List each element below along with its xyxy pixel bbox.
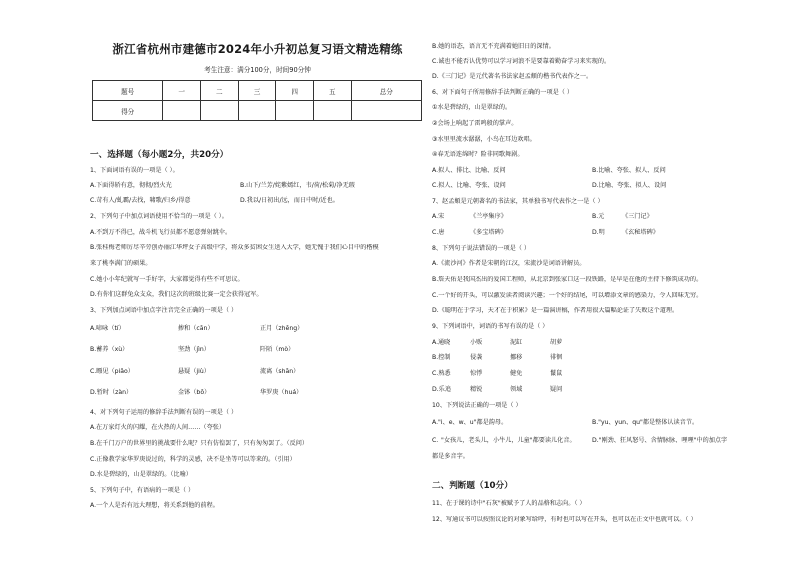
option-text: D.我以/日初出/远，而日中时/近也。 bbox=[240, 197, 339, 204]
option-text: C.拟人、比喻、夸张、设问 bbox=[432, 182, 506, 189]
option-text: C. bbox=[432, 437, 439, 444]
question-text: 2、下列句子中加点词语使用不恰当的一项是（ ）。 bbox=[90, 213, 228, 220]
option-text: A.一个人是否有远大理想，将关系到他的前程。 bbox=[90, 502, 219, 509]
option-text: 掺和（cān） bbox=[178, 325, 214, 332]
option-text: 流离（shān） bbox=[260, 368, 300, 375]
question-text: 7、赵孟頫是元朝著名的书法家，其单独书写代表作之一是（ ） bbox=[432, 198, 604, 205]
option-text: 《玄秘塔碑》 bbox=[622, 229, 659, 236]
question-text: 8、下列句子说法错误的一项是（ ） bbox=[432, 245, 530, 252]
question-text: 11、在于课的诗中"石灰"被赋予了人的品格和志向。（ ） bbox=[432, 500, 586, 507]
option-text: B.她的语态，语言无不充满着她旧日的深情。 bbox=[432, 43, 555, 50]
score-header-cell: 三 bbox=[238, 81, 276, 101]
option-text: A.下面得轿有意，彻彻/烈火光 bbox=[90, 182, 172, 189]
section-heading-judgement: 二、判断题（10分） bbox=[432, 481, 513, 491]
option-text: 徘徊 bbox=[550, 354, 563, 361]
sentence-text: ④春无语连绵时？险非同歌舞剧。 bbox=[432, 151, 524, 158]
question-text: 1、下面词语有误的一项是（ ）。 bbox=[90, 167, 179, 174]
option-text: D.暂时（zàn） bbox=[90, 389, 133, 396]
option-text: 健免 bbox=[510, 370, 523, 377]
sentence-text: ①水是碧绿的，山是翠绿的。 bbox=[432, 104, 512, 111]
option-text: "女孩儿，老头儿，小牛儿，儿童"都要读儿化音。 bbox=[441, 437, 576, 444]
option-text: C.唐 bbox=[432, 229, 445, 236]
option-text: D."刚劲、狂风怒号、含情脉脉、哩哩"中的加点字 bbox=[592, 437, 728, 444]
option-text: 来了桃李满门的硕果。 bbox=[90, 260, 152, 267]
option-text: B.山下/兰芳/姹紫嫣红，韦/荷/松菊/净无瑕 bbox=[240, 182, 355, 189]
option-text: A.《流沙河》作者是宋朝的江汉，宋流沙是词语讲解员。 bbox=[432, 260, 586, 267]
option-text: D.《三门记》是元代著名书法家赵孟頫的楷书代表作之一。 bbox=[432, 73, 593, 80]
option-text: 泥缸 bbox=[510, 339, 523, 346]
option-text: C.一个好的开头，可以激发读者阅读兴趣；一个好的结尾，可以增添文章的感染力，令人回味无穷。 bbox=[432, 292, 703, 299]
option-text: A."i、e、w、u"都是韵母。 bbox=[432, 419, 508, 426]
option-text: 正月（zhēng） bbox=[260, 325, 304, 332]
option-text: 坚劲（jìn） bbox=[178, 346, 210, 353]
option-text: C.她小小年纪就写一手好字，大家都觉得有些不可思议。 bbox=[90, 276, 244, 283]
option-text: A.通晓 bbox=[432, 339, 451, 346]
score-table bbox=[92, 80, 422, 121]
option-text: D.《聪明在于学习，天才在于积累》是一篇演讲稿，作者用很大篇幅论证了失败这个道理。 bbox=[432, 307, 679, 314]
section-heading-choice: 一、选择题（每小题2分，共20分） bbox=[90, 150, 229, 160]
exam-notice: 考生注意：满分100分，时间90分钟 bbox=[204, 66, 311, 74]
score-header-cell: 题号 bbox=[93, 81, 163, 101]
score-cell[interactable] bbox=[163, 101, 201, 121]
option-text: B."yu、yun、qu"都是整体认读音节。 bbox=[592, 419, 699, 426]
option-text: 金钵（bō） bbox=[178, 389, 211, 396]
option-text: C.正像教学家华罗庚说过的，科学的灵感，决不是坐等可以等来的。（引用） bbox=[90, 456, 296, 463]
option-text: 《多宝塔碑》 bbox=[470, 229, 507, 236]
question-text: 5、下列句子中，有语病的一项是（ ） bbox=[90, 487, 195, 494]
option-text: D.水是碧绿的，山是翠绿的。（比喻） bbox=[90, 471, 192, 478]
option-text: C.苛有人/虬霸/去找，啸歌/归乡/得意 bbox=[90, 197, 191, 204]
score-header-cell: 二 bbox=[201, 81, 239, 101]
option-text: C.熟悉 bbox=[432, 370, 451, 377]
option-text: 惊悸 bbox=[470, 370, 483, 377]
option-text: A.啼咏（tí） bbox=[90, 325, 125, 332]
score-header-cell: 四 bbox=[276, 81, 314, 101]
option-text: 阡陌（mò） bbox=[260, 346, 295, 353]
option-text: B.比喻、夸张、拟人、反问 bbox=[592, 167, 666, 174]
option-text: 疑问 bbox=[550, 386, 563, 393]
option-text: 悬疑（jiù） bbox=[178, 368, 210, 375]
score-header-cell: 总分 bbox=[351, 81, 421, 101]
option-text: B.元 bbox=[592, 213, 605, 220]
option-text: 都是多音字。 bbox=[432, 453, 469, 460]
question-text: 12、写通议书可以按照议论的对象写给呼，有时也可以写在开头，也可以在正文中也就可以。（ ） bbox=[432, 516, 697, 523]
option-text: D.乐追 bbox=[432, 386, 451, 393]
score-cell[interactable] bbox=[238, 101, 276, 121]
score-header-cell: 一 bbox=[163, 81, 201, 101]
option-text: 《三门记》 bbox=[622, 213, 653, 220]
sentence-text: ③水里里流水潺潺，小鸟在耳边欢唱。 bbox=[432, 136, 536, 143]
score-row-label: 得分 bbox=[93, 101, 163, 121]
option-text: C.诚也不能否认优势可以学习词浪不是要靠着勤奋学习来实现的。 bbox=[432, 58, 611, 65]
option-text: 领域 bbox=[510, 386, 523, 393]
score-header-cell: 五 bbox=[313, 81, 351, 101]
question-text: 10、下列说法正确的一项是（ ） bbox=[432, 402, 522, 409]
option-text: 挪移 bbox=[510, 354, 523, 361]
option-text: 精锐 bbox=[470, 386, 483, 393]
option-text: C.瞟见（piǎo） bbox=[90, 368, 134, 375]
option-text: D.比喻、夸张、拟人、设问 bbox=[592, 182, 667, 189]
option-text: 华罗庚（huá） bbox=[260, 389, 303, 396]
question-text: 3、下列加点词语中加点字注音完全正确的一项是（ ） bbox=[90, 307, 238, 314]
option-text: A.不到万不得已，战斗机飞行员都不愿意弹射跳伞。 bbox=[90, 229, 232, 236]
score-cell[interactable] bbox=[351, 101, 421, 121]
option-text: B.蓄养（xù） bbox=[90, 346, 129, 353]
score-table-header-row bbox=[93, 81, 422, 101]
sentence-text: ②会场上响起了雷鸣般的掌声。 bbox=[432, 120, 518, 127]
option-text: A.拟人、排比、比喻、反问 bbox=[432, 167, 506, 174]
option-text: D.明 bbox=[592, 229, 605, 236]
option-text: B.张桂梅老师厉尽辛劳创办丽江华坪女子高级中学，将众多贫困女生送入大学，她无愧于我们心目中的楷模 bbox=[90, 244, 379, 251]
option-text: B.在千门万户的世界里的挑战要什么呢？只有仿徨罢了，只有匆匆罢了。（反问） bbox=[90, 440, 309, 447]
option-text: 胡萝 bbox=[550, 339, 563, 346]
question-text: 6、对下面句子所用修辞手法判断正确的一项是（ ） bbox=[432, 89, 573, 96]
score-cell[interactable] bbox=[313, 101, 351, 121]
question-text: 9、下列词语中，词语的书写有误的是（ ） bbox=[432, 323, 549, 330]
option-text: 《兰亭集序》 bbox=[470, 213, 507, 220]
option-text: A.宋 bbox=[432, 213, 445, 220]
question-text: 4、对下列句子运用的修辞手法判断有误的一项是（ ） bbox=[90, 409, 238, 416]
option-text: 鬣鼠 bbox=[550, 370, 563, 377]
option-text: A.在万家灯火的闪耀，在火热的人间……（夸张） bbox=[90, 424, 225, 431]
option-text: B.詹天佑是我国杰出的爱国工程师，从北京到张家口这一段铁路，是早是在他的主持下修筑成功的。 bbox=[432, 276, 703, 283]
option-text: 小贩 bbox=[470, 339, 483, 346]
option-text: B.控制 bbox=[432, 354, 451, 361]
page-title: 浙江省杭州市建德市2024年小升初总复习语文精选精练 bbox=[112, 42, 403, 56]
score-cell[interactable] bbox=[276, 101, 314, 121]
option-text: D.有你们这群兔众支众，我们这次的班级比赛一定会获得冠军。 bbox=[90, 291, 263, 298]
score-cell[interactable] bbox=[201, 101, 239, 121]
score-table-row bbox=[93, 101, 422, 121]
option-text: 侵袭 bbox=[470, 354, 483, 361]
